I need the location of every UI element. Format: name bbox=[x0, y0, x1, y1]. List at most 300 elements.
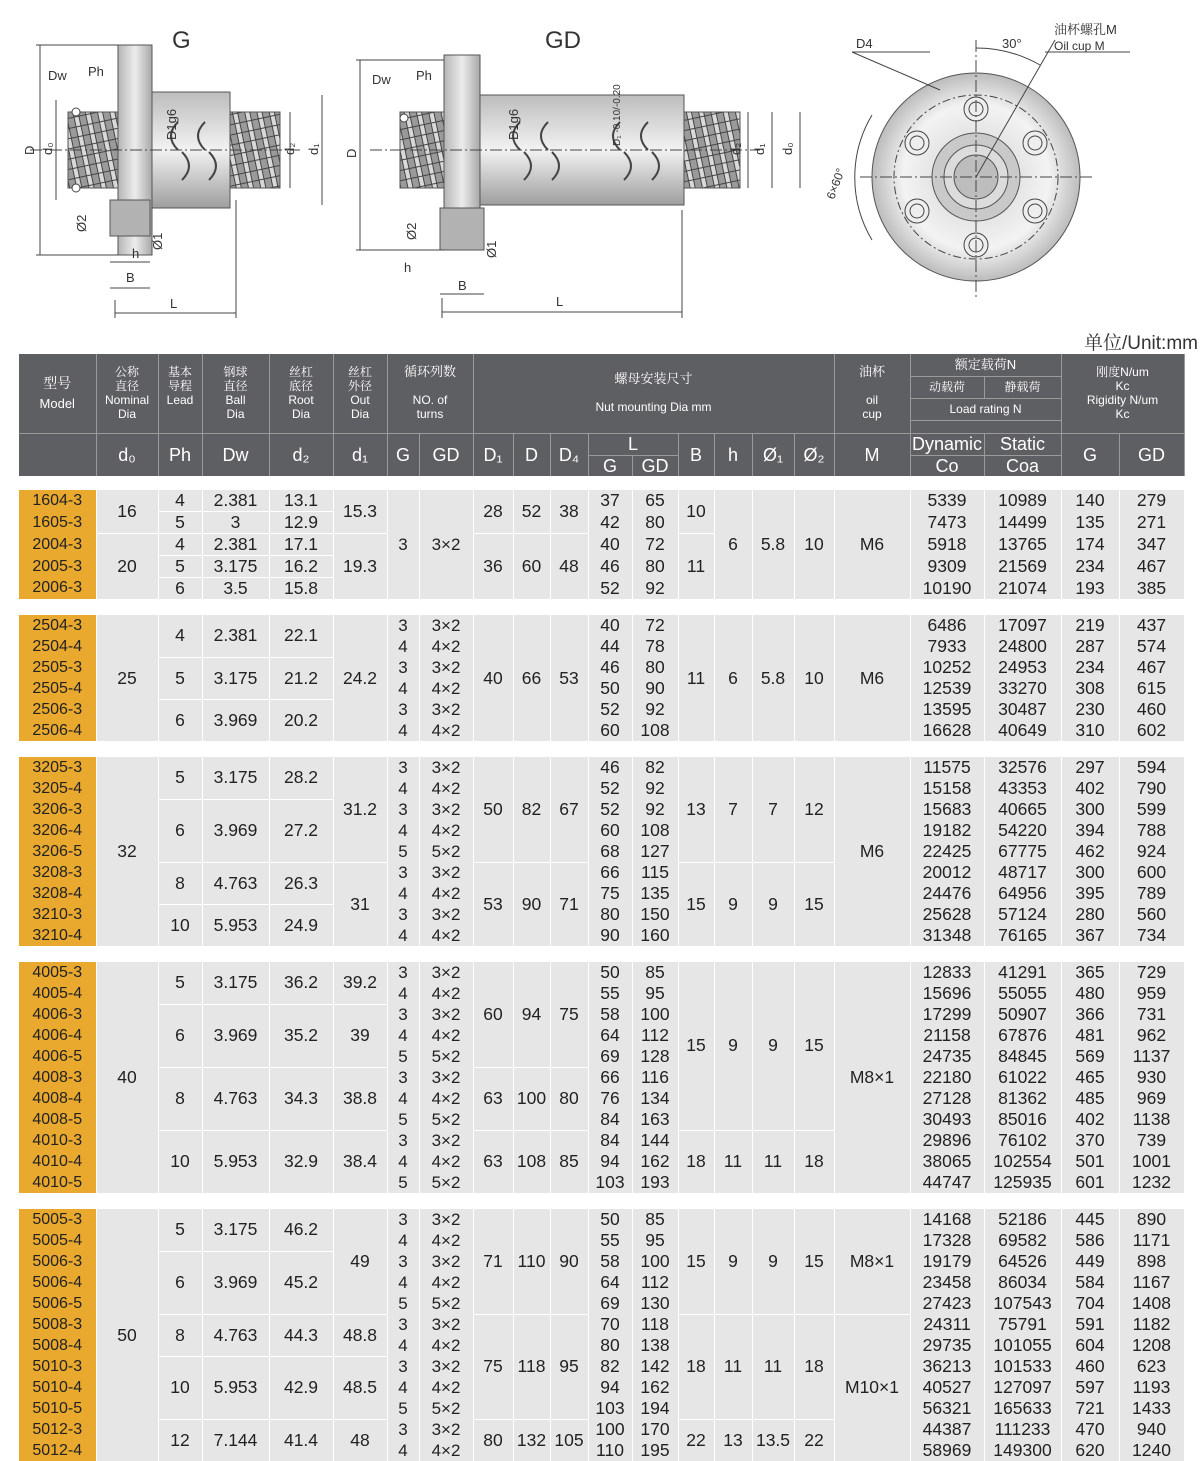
cell-d2: 42.9 bbox=[269, 1356, 333, 1419]
cell-LGD: 92 bbox=[632, 799, 678, 820]
cell-LG: 46 bbox=[588, 757, 632, 778]
gd-label-h: h bbox=[404, 260, 412, 275]
cell-LG: 80 bbox=[588, 1335, 632, 1356]
model-cell: 4010-5 bbox=[19, 1172, 96, 1193]
cell-p1: 5.8 bbox=[752, 615, 794, 741]
gd-label-b: B bbox=[458, 278, 467, 293]
model-cell: 2506-3 bbox=[19, 699, 96, 720]
cell-Co: 11575 bbox=[910, 757, 984, 778]
cell-KG: 462 bbox=[1061, 841, 1119, 862]
cell-LGD: 80 bbox=[632, 657, 678, 678]
hdr-nominal: 公称 直径 Nominal Dia bbox=[96, 354, 158, 433]
cell-KG: 308 bbox=[1061, 678, 1119, 699]
cell-KGD: 890 bbox=[1119, 1209, 1184, 1230]
cell-dw: 3.175 bbox=[202, 657, 269, 699]
cell-p1: 11 bbox=[752, 1130, 794, 1193]
cell-Coa: 41291 bbox=[984, 962, 1061, 983]
cell-d2: 21.2 bbox=[269, 657, 333, 699]
cell-p2: 18 bbox=[794, 1314, 834, 1419]
sym-h: h bbox=[714, 433, 752, 476]
cell-LG: 52 bbox=[588, 799, 632, 820]
cell-ph: 4 bbox=[158, 534, 202, 556]
cell-Coa: 69582 bbox=[984, 1230, 1061, 1251]
cell-h: 6 bbox=[714, 615, 752, 741]
cell-LG: 50 bbox=[588, 678, 632, 699]
cell-LGD: 78 bbox=[632, 636, 678, 657]
cell-Co: 5339 bbox=[910, 490, 984, 512]
model-group bbox=[19, 615, 1184, 741]
cell-gd: 3×2 bbox=[419, 1251, 473, 1272]
cell-KG: 367 bbox=[1061, 925, 1119, 946]
cell-Coa: 54220 bbox=[984, 820, 1061, 841]
cell-LG: 64 bbox=[588, 1272, 632, 1293]
cell-LGD: 95 bbox=[632, 983, 678, 1004]
cell-LGD: 72 bbox=[632, 615, 678, 636]
hdr-rigidity: 刚度N/um Kc Rigidity N/um Kc bbox=[1061, 354, 1184, 433]
cell-Co: 44387 bbox=[910, 1419, 984, 1440]
cell-ph: 6 bbox=[158, 578, 202, 600]
cell-dw: 5.953 bbox=[202, 1356, 269, 1419]
cell-p2: 22 bbox=[794, 1419, 834, 1461]
model-group bbox=[19, 962, 1184, 1193]
cell-KGD: 1138 bbox=[1119, 1109, 1184, 1130]
hdr-static-cn: 静载荷 bbox=[984, 376, 1061, 398]
hdr-out: 丝杠 外径 Out Dia bbox=[333, 354, 387, 433]
cell-g: 4 bbox=[387, 1377, 419, 1398]
cell-d2: 28.2 bbox=[269, 757, 333, 799]
cell-Coa: 43353 bbox=[984, 778, 1061, 799]
sym-dynamic: Dynamic bbox=[911, 434, 982, 454]
model-cell: 5005-3 bbox=[19, 1209, 96, 1230]
cell-KG: 280 bbox=[1061, 904, 1119, 925]
cell-LG: 37 bbox=[588, 490, 632, 512]
cell-LGD: 118 bbox=[632, 1314, 678, 1335]
cell-g: 4 bbox=[387, 925, 419, 946]
cell-LG: 90 bbox=[588, 925, 632, 946]
cell-ph: 5 bbox=[158, 962, 202, 1004]
model-cell: 3210-3 bbox=[19, 904, 96, 925]
model-cell: 1605-3 bbox=[19, 512, 96, 534]
cell-Co: 20012 bbox=[910, 862, 984, 883]
cell-B: 15 bbox=[678, 862, 714, 946]
cell-dw: 3.175 bbox=[202, 962, 269, 1004]
g-label-dw: Dw bbox=[48, 68, 67, 83]
model-cell: 2504-3 bbox=[19, 615, 96, 636]
cell-KGD: 385 bbox=[1119, 578, 1184, 600]
model-cell: 5008-3 bbox=[19, 1314, 96, 1335]
cell-Coa: 81362 bbox=[984, 1088, 1061, 1109]
cell-D4: 67 bbox=[550, 757, 588, 862]
cell-g: 4 bbox=[387, 883, 419, 904]
cell-D: 66 bbox=[513, 615, 550, 741]
cell-D4: 90 bbox=[550, 1209, 588, 1314]
cell-g: 4 bbox=[387, 778, 419, 799]
cell-KGD: 1193 bbox=[1119, 1377, 1184, 1398]
cell-LG: 55 bbox=[588, 983, 632, 1004]
cell-ph: 8 bbox=[158, 1067, 202, 1130]
sym-static: Static bbox=[984, 433, 1061, 455]
cell-dw: 2.381 bbox=[202, 490, 269, 512]
cell-LG: 55 bbox=[588, 1230, 632, 1251]
cell-KG: 230 bbox=[1061, 699, 1119, 720]
model-cell: 3206-3 bbox=[19, 799, 96, 820]
cell-LGD: 92 bbox=[632, 778, 678, 799]
cell-Coa: 67775 bbox=[984, 841, 1061, 862]
cell-gd: 5×2 bbox=[419, 1109, 473, 1130]
cell-KG: 402 bbox=[1061, 778, 1119, 799]
cell-LGD: 144 bbox=[632, 1130, 678, 1151]
cell-KGD: 1208 bbox=[1119, 1335, 1184, 1356]
cell-ph: 12 bbox=[158, 1419, 202, 1461]
cell-LG: 66 bbox=[588, 1067, 632, 1088]
cell-gd: 3×2 bbox=[419, 699, 473, 720]
cell-d1: 48.8 bbox=[333, 1314, 387, 1356]
spec-table bbox=[19, 354, 1185, 1461]
cell-Coa: 86034 bbox=[984, 1272, 1061, 1293]
hdr-load-en: Load rating N bbox=[910, 398, 1061, 420]
cell-gd: 5×2 bbox=[419, 1172, 473, 1193]
cell-D: 82 bbox=[513, 757, 550, 862]
cell-D4: 95 bbox=[550, 1314, 588, 1419]
cell-Coa: 24953 bbox=[984, 657, 1061, 678]
cell-KGD: 739 bbox=[1119, 1130, 1184, 1151]
cell-KG: 584 bbox=[1061, 1272, 1119, 1293]
technical-drawings bbox=[0, 0, 1200, 330]
g-label-ph: Ph bbox=[88, 64, 104, 79]
cell-D4: 85 bbox=[550, 1130, 588, 1193]
cell-KGD: 731 bbox=[1119, 1004, 1184, 1025]
hdr-model: 型号 Model bbox=[19, 354, 96, 433]
cell-LGD: 142 bbox=[632, 1356, 678, 1377]
cell-g: 3 bbox=[387, 1004, 419, 1025]
cell-d2: 35.2 bbox=[269, 1004, 333, 1067]
sym-co: Co bbox=[910, 455, 984, 476]
cell-Coa: 75791 bbox=[984, 1314, 1061, 1335]
cell-D1: 63 bbox=[473, 1130, 513, 1193]
cell-D4: 53 bbox=[550, 615, 588, 741]
cell-KG: 394 bbox=[1061, 820, 1119, 841]
model-cell: 5010-3 bbox=[19, 1356, 96, 1377]
cell-g: 3 bbox=[387, 699, 419, 720]
cell-gd: 4×2 bbox=[419, 636, 473, 657]
cell-Coa: 33270 bbox=[984, 678, 1061, 699]
cell-LGD: 170 bbox=[632, 1419, 678, 1440]
g-label-d1g6: D1g6 bbox=[164, 108, 179, 140]
cell-g: 4 bbox=[387, 1025, 419, 1046]
model-cell: 5008-4 bbox=[19, 1335, 96, 1356]
sym-d1: d₁ bbox=[333, 433, 387, 476]
cell-ph: 6 bbox=[158, 1251, 202, 1314]
cell-D1: 75 bbox=[473, 1314, 513, 1419]
gd-label-d0: d₀ bbox=[780, 142, 795, 155]
model-cell: 4008-4 bbox=[19, 1088, 96, 1109]
cell-Co: 27128 bbox=[910, 1088, 984, 1109]
cell-M: M8×1 bbox=[834, 962, 910, 1193]
cell-KGD: 1232 bbox=[1119, 1172, 1184, 1193]
cell-LG: 82 bbox=[588, 1356, 632, 1377]
cell-LGD: 72 bbox=[632, 534, 678, 556]
cell-D1: 60 bbox=[473, 962, 513, 1067]
oil-cup-en-label: Oil cup M bbox=[1054, 39, 1105, 53]
cell-gd: 4×2 bbox=[419, 983, 473, 1004]
cell-d1: 19.3 bbox=[333, 534, 387, 600]
cell-dw: 2.381 bbox=[202, 534, 269, 556]
cell-D: 108 bbox=[513, 1130, 550, 1193]
cell-h: 6 bbox=[714, 490, 752, 599]
hdr-ball: 钢球 直径 Ball Dia bbox=[202, 354, 269, 433]
cell-dw: 3.969 bbox=[202, 1004, 269, 1067]
cell-D1: 40 bbox=[473, 615, 513, 741]
sym-gd: GD bbox=[419, 433, 473, 476]
cell-d0: 32 bbox=[96, 757, 158, 946]
cell-dw: 3.5 bbox=[202, 578, 269, 600]
cell-D1: 80 bbox=[473, 1419, 513, 1461]
cell-D: 100 bbox=[513, 1067, 550, 1130]
cell-ph: 5 bbox=[158, 556, 202, 578]
g-label-phi1: Ø1 bbox=[150, 232, 165, 250]
cell-Co: 10252 bbox=[910, 657, 984, 678]
cell-g: 5 bbox=[387, 1398, 419, 1419]
cell-Co: 5918 bbox=[910, 534, 984, 556]
cell-D4: 80 bbox=[550, 1067, 588, 1130]
cell-d0: 50 bbox=[96, 1209, 158, 1461]
cell-Coa: 149300 bbox=[984, 1440, 1061, 1461]
cell-KGD: 729 bbox=[1119, 962, 1184, 983]
cell-KG: 135 bbox=[1061, 512, 1119, 534]
model-cell: 3205-3 bbox=[19, 757, 96, 778]
model-cell: 2505-3 bbox=[19, 657, 96, 678]
table-row bbox=[19, 862, 1184, 883]
cell-KG: 234 bbox=[1061, 657, 1119, 678]
cell-D: 60 bbox=[513, 534, 550, 600]
model-cell: 4005-4 bbox=[19, 983, 96, 1004]
table-row bbox=[19, 1067, 1184, 1088]
cell-g: 4 bbox=[387, 1230, 419, 1251]
unit-label: 单位/Unit:mm bbox=[1083, 333, 1198, 354]
cell-Coa: 107543 bbox=[984, 1293, 1061, 1314]
cell-LG: 50 bbox=[588, 962, 632, 983]
cell-g: 3 bbox=[387, 490, 419, 599]
gd-label-phi1: Ø1 bbox=[484, 240, 499, 258]
cell-KGD: 599 bbox=[1119, 799, 1184, 820]
cell-Coa: 61022 bbox=[984, 1067, 1061, 1088]
g-view-drawing bbox=[22, 27, 322, 318]
cell-Co: 58969 bbox=[910, 1440, 984, 1461]
cell-KG: 174 bbox=[1061, 534, 1119, 556]
cell-B: 13 bbox=[678, 757, 714, 862]
cell-gd: 5×2 bbox=[419, 1046, 473, 1067]
model-cell: 2505-4 bbox=[19, 678, 96, 699]
cell-Co: 14168 bbox=[910, 1209, 984, 1230]
table-row bbox=[19, 615, 1184, 636]
label-d4: D4 bbox=[856, 36, 873, 51]
cell-gd: 3×2 bbox=[419, 799, 473, 820]
cell-gd: 4×2 bbox=[419, 1377, 473, 1398]
cell-D: 110 bbox=[513, 1209, 550, 1314]
cell-Co: 22180 bbox=[910, 1067, 984, 1088]
cell-d2: 15.8 bbox=[269, 578, 333, 600]
cell-gd: 3×2 bbox=[419, 657, 473, 678]
sym-lg: G bbox=[588, 455, 632, 476]
cell-Coa: 17097 bbox=[984, 615, 1061, 636]
cell-Coa: 76165 bbox=[984, 925, 1061, 946]
cell-LG: 100 bbox=[588, 1419, 632, 1440]
sym-model bbox=[19, 433, 96, 476]
cell-KG: 481 bbox=[1061, 1025, 1119, 1046]
cell-D4: 48 bbox=[550, 534, 588, 600]
table-row bbox=[19, 757, 1184, 778]
cell-ph: 5 bbox=[158, 512, 202, 534]
cell-gd: 5×2 bbox=[419, 1293, 473, 1314]
gd-view-title: GD bbox=[545, 27, 581, 54]
g-view-title: G bbox=[172, 27, 191, 54]
gd-label-dw: Dw bbox=[372, 72, 391, 87]
gd-label-l: L bbox=[556, 294, 564, 309]
g-label-b: B bbox=[126, 270, 135, 285]
cell-KG: 366 bbox=[1061, 1004, 1119, 1025]
cell-KG: 480 bbox=[1061, 983, 1119, 1004]
cell-d0: 25 bbox=[96, 615, 158, 741]
model-cell: 4006-5 bbox=[19, 1046, 96, 1067]
cell-LGD: 85 bbox=[632, 1209, 678, 1230]
cell-g: 4 bbox=[387, 1440, 419, 1461]
model-cell: 5006-4 bbox=[19, 1272, 96, 1293]
model-cell: 3208-4 bbox=[19, 883, 96, 904]
cell-g: 4 bbox=[387, 983, 419, 1004]
flange-front-view bbox=[824, 22, 1130, 300]
cell-d2: 22.1 bbox=[269, 615, 333, 657]
cell-KG: 297 bbox=[1061, 757, 1119, 778]
cell-h: 11 bbox=[714, 1314, 752, 1419]
cell-LGD: 85 bbox=[632, 962, 678, 983]
cell-KG: 485 bbox=[1061, 1088, 1119, 1109]
cell-KGD: 962 bbox=[1119, 1025, 1184, 1046]
cell-LGD: 194 bbox=[632, 1398, 678, 1419]
cell-LG: 46 bbox=[588, 657, 632, 678]
cell-d2: 12.9 bbox=[269, 512, 333, 534]
cell-D: 118 bbox=[513, 1314, 550, 1419]
cell-g: 5 bbox=[387, 841, 419, 862]
cell-Co: 19182 bbox=[910, 820, 984, 841]
model-cell: 4010-4 bbox=[19, 1151, 96, 1172]
cell-KGD: 1182 bbox=[1119, 1314, 1184, 1335]
model-cell: 1604-3 bbox=[19, 490, 96, 512]
model-cell: 4006-3 bbox=[19, 1004, 96, 1025]
cell-KGD: 615 bbox=[1119, 678, 1184, 699]
cell-Coa: 32576 bbox=[984, 757, 1061, 778]
model-cell: 2506-4 bbox=[19, 720, 96, 741]
cell-LG: 58 bbox=[588, 1004, 632, 1025]
cell-LG: 52 bbox=[588, 578, 632, 600]
cell-KGD: 1137 bbox=[1119, 1046, 1184, 1067]
hdr-root: 丝杠 底径 Root Dia bbox=[269, 354, 333, 433]
cell-D4: 38 bbox=[550, 490, 588, 534]
model-group bbox=[19, 757, 1184, 946]
cell-g: 3 bbox=[387, 757, 419, 778]
cell-LGD: 108 bbox=[632, 720, 678, 741]
cell-KG: 287 bbox=[1061, 636, 1119, 657]
cell-LG: 52 bbox=[588, 778, 632, 799]
table-row bbox=[19, 699, 1184, 720]
cell-Co: 15696 bbox=[910, 983, 984, 1004]
cell-KGD: 560 bbox=[1119, 904, 1184, 925]
table-row bbox=[19, 1251, 1184, 1272]
cell-h: 9 bbox=[714, 962, 752, 1130]
cell-d2: 13.1 bbox=[269, 490, 333, 512]
cell-KGD: 1167 bbox=[1119, 1272, 1184, 1293]
cell-LG: 94 bbox=[588, 1151, 632, 1172]
cell-LG: 66 bbox=[588, 862, 632, 883]
holes-angle-label: 6×60° bbox=[823, 166, 848, 202]
cell-B: 18 bbox=[678, 1130, 714, 1193]
model-cell: 2504-4 bbox=[19, 636, 96, 657]
cell-LGD: 163 bbox=[632, 1109, 678, 1130]
cell-gd: 4×2 bbox=[419, 778, 473, 799]
hdr-dyn-cn: 动载荷 bbox=[910, 376, 984, 398]
cell-LG: 64 bbox=[588, 1025, 632, 1046]
cell-M: M10×1 bbox=[834, 1314, 910, 1461]
cell-Co: 56321 bbox=[910, 1398, 984, 1419]
cell-d1: 38.4 bbox=[333, 1130, 387, 1193]
cell-B: 10 bbox=[678, 490, 714, 534]
cell-g: 3 bbox=[387, 1419, 419, 1440]
cell-LG: 84 bbox=[588, 1130, 632, 1151]
table-row bbox=[19, 556, 1184, 578]
cell-Coa: 40665 bbox=[984, 799, 1061, 820]
cell-KG: 234 bbox=[1061, 556, 1119, 578]
cell-Coa: 52186 bbox=[984, 1209, 1061, 1230]
cell-gd: 4×2 bbox=[419, 925, 473, 946]
cell-gd: 3×2 bbox=[419, 1004, 473, 1025]
cell-ph: 6 bbox=[158, 699, 202, 741]
cell-LG: 68 bbox=[588, 841, 632, 862]
cell-gd: 4×2 bbox=[419, 1230, 473, 1251]
cell-KGD: 437 bbox=[1119, 615, 1184, 636]
cell-g: 3 bbox=[387, 799, 419, 820]
cell-LG: 75 bbox=[588, 883, 632, 904]
cell-p2: 15 bbox=[794, 1209, 834, 1314]
cell-g: 5 bbox=[387, 1172, 419, 1193]
cell-p1: 13.5 bbox=[752, 1419, 794, 1461]
cell-KG: 140 bbox=[1061, 490, 1119, 512]
cell-gd: 4×2 bbox=[419, 1025, 473, 1046]
cell-LG: 69 bbox=[588, 1293, 632, 1314]
cell-D1: 53 bbox=[473, 862, 513, 946]
cell-d2: 26.3 bbox=[269, 862, 333, 904]
cell-g: 5 bbox=[387, 1293, 419, 1314]
cell-B: 15 bbox=[678, 1209, 714, 1314]
g-label-d2: d₂ bbox=[282, 142, 297, 155]
cell-p1: 11 bbox=[752, 1314, 794, 1419]
sym-d0: d₀ bbox=[96, 433, 158, 476]
sym-B: B bbox=[678, 433, 714, 476]
cell-LGD: 92 bbox=[632, 578, 678, 600]
cell-gd: 4×2 bbox=[419, 678, 473, 699]
cell-ph: 4 bbox=[158, 490, 202, 512]
model-cell: 4005-3 bbox=[19, 962, 96, 983]
cell-Co: 44747 bbox=[910, 1172, 984, 1193]
hdr-turns: 循环列数 NO. of turns bbox=[387, 354, 473, 433]
cell-p1: 7 bbox=[752, 757, 794, 862]
cell-d1: 39.2 bbox=[333, 962, 387, 1004]
cell-ph: 10 bbox=[158, 1130, 202, 1193]
cell-LGD: 90 bbox=[632, 678, 678, 699]
cell-p1: 9 bbox=[752, 1209, 794, 1314]
cell-LGD: 112 bbox=[632, 1272, 678, 1293]
cell-gd: 4×2 bbox=[419, 1151, 473, 1172]
cell-gd: 3×2 bbox=[419, 1314, 473, 1335]
cell-LG: 58 bbox=[588, 1251, 632, 1272]
